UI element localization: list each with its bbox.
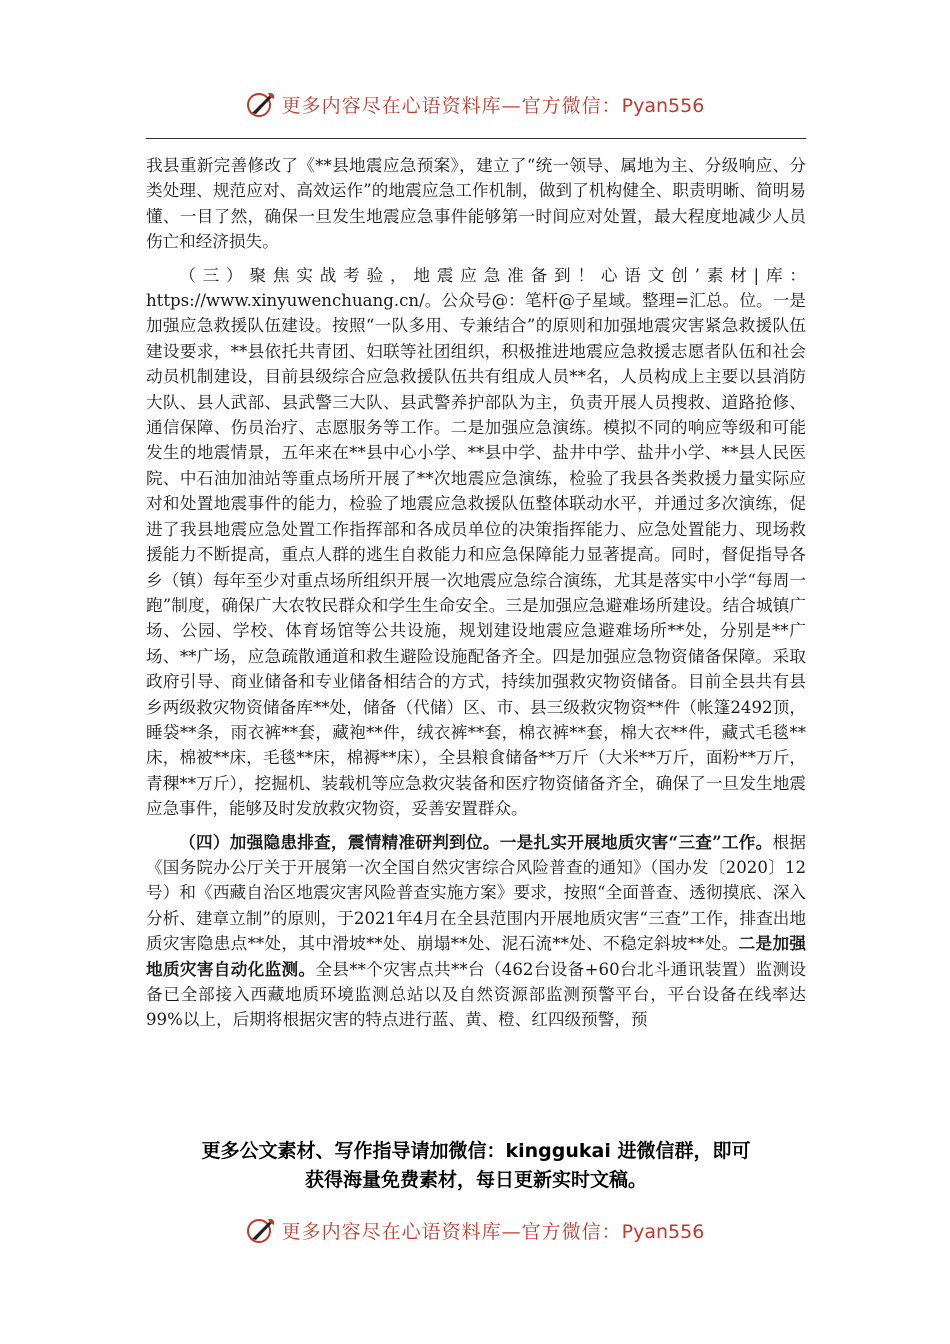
promo-notice [146,1137,806,1195]
footer-banner-text: 更多内容尽在心语资料库—官方微信：Pyan556 [281,1220,705,1243]
document-body [146,153,806,1033]
quill-pen-logo-icon [246,89,276,119]
promo-line-2: 获得海量免费素材，每日更新实时文稿。 [304,1169,647,1191]
paragraph-3-heading: （四）加强隐患排查，震情精准研判到位。一是扎实开展地质灾害“三查”工作。 [179,831,773,852]
promo-line-1: 更多公文素材、写作指导请加微信：kinggukai 进微信群，即可 [201,1140,751,1162]
paragraph-3-text-1: 根据《国务院办公厅关于开展第一次全国自然灾害综合风险普查的通知》（国办发〔2020〕12号）和《西藏自治区地震灾害风险普查实施方案》要求，按照“全面普查、透彻摸底、深入分析、建章立制”的原则，于2021年4月在全县范围内开展地质灾害“三查”工作，排查出地质灾害隐患点**处，其中滑坡**处、崩塌**处、泥石流**处、不稳定斜坡**处。 [146,832,806,954]
header-banner-account: Pyan556 [621,94,705,117]
footer-banner [0,1210,950,1250]
quill-pen-logo-icon [246,1215,276,1245]
header-divider [146,138,806,139]
footer-banner-account: Pyan556 [621,1220,705,1243]
paragraph-3-subheading: 二是加强地质灾害自动化监测。 [146,933,806,979]
header-banner-text: 更多内容尽在心语资料库—官方微信：Pyan556 [281,94,705,117]
paragraph-1: 我县重新完善修改了《**县地震应急预案》，建立了“统一领导、属地为主、分级响应、分类处理、规范应对、高效运作”的地震应急工作机制，做到了机构健全、职责明晰、简明易懂、一目了然，确保一旦发生地震应急事件能够第一时间应对处置，最大程度地减少人员伤亡和经济损失。 [146,156,806,252]
paragraph-3 [146,830,806,1033]
paragraph-2: （三）聚焦实战考验，地震应急准备到！心语文创’素材|库：https://www.xinyuwenchuang.cn/。公众号@：笔杆@子星域。整理=汇总。位。一是加强应急救援队伍建设。按照“一队多用、专兼结合”的原则和加强地震灾害紧急救援队伍建设要求，**县依托共青团、妇联等社团组织，积极推进地震应急救援志愿者队伍和社会动员机制建设，目前县级综合应急救援队伍共有组成人员**名，人员构成上主要以县消防大队、县人武部、县武警三大队、县武警养护部队为主，负责开展人员搜救、道路抢修、通信保障、伤员治疗、志愿服务等工作。二是加强应急演练。模拟不同的响应等级和可能发生的地震情景，五年来在**县中心小学、**县中学、盐井中学、盐井小学、**县人民医院、中石油加油站等重点场所开展了**次地震应急演练，检验了我县各类救援力量实际应对和处置地震事件的能力，检验了地震应急救援队伍整体联动水平，并通过多次演练，促进了我县地震应急处置工作指挥部和各成员单位的决策指挥能力、应急处置能力、现场救援能力不断提高，重点人群的逃生自救能力和应急保障能力显著提高。同时，督促指导各乡（镇）每年至少对重点场所组织开展一次地震应急综合演练，尤其是落实中小学“每周一跑”制度，确保广大农牧民群众和学生生命安全。三是加强应急避难场所建设。结合城镇广场、公园、学校、体育场馆等公共设施，规划建设地震应急避难场所**处，分别是**广场、**广场，应急疏散通道和救生避险设施配备齐全。四是加强应急物资储备保障。采取政府引导、商业储备和专业储备相结合的方式，持续加强救灾物资储备。目前全县共有县乡两级救灾物资储备库**处，储备（代储）区、市、县三级救灾物资**件（帐篷2492顶，睡袋**条，雨衣裤**套，藏袍**件，绒衣裤**套，棉衣裤**套，棉大衣**件，藏式毛毯**床，棉被**床，毛毯**床，棉褥**床），全县粮食储备**万斤（大米**万斤，面粉**万斤，青稞**万斤），挖掘机、装载机等应急救灾装备和医疗物资储备齐全，确保了一旦发生地震应急事件，能够及时发放救灾物资，妥善安置群众。 [146,265,806,819]
header-banner [0,84,950,124]
paragraph-3-text-2: 全县**个灾害点共**台（462台设备+60台北斗通讯装置）监测设备已全部接入西藏地质环境监测总站以及自然资源部监测预警平台，平台设备在线率达99%以上，后期将根据灾害的特点进行蓝、黄、橙、红四级预警，预 [146,959,806,1030]
